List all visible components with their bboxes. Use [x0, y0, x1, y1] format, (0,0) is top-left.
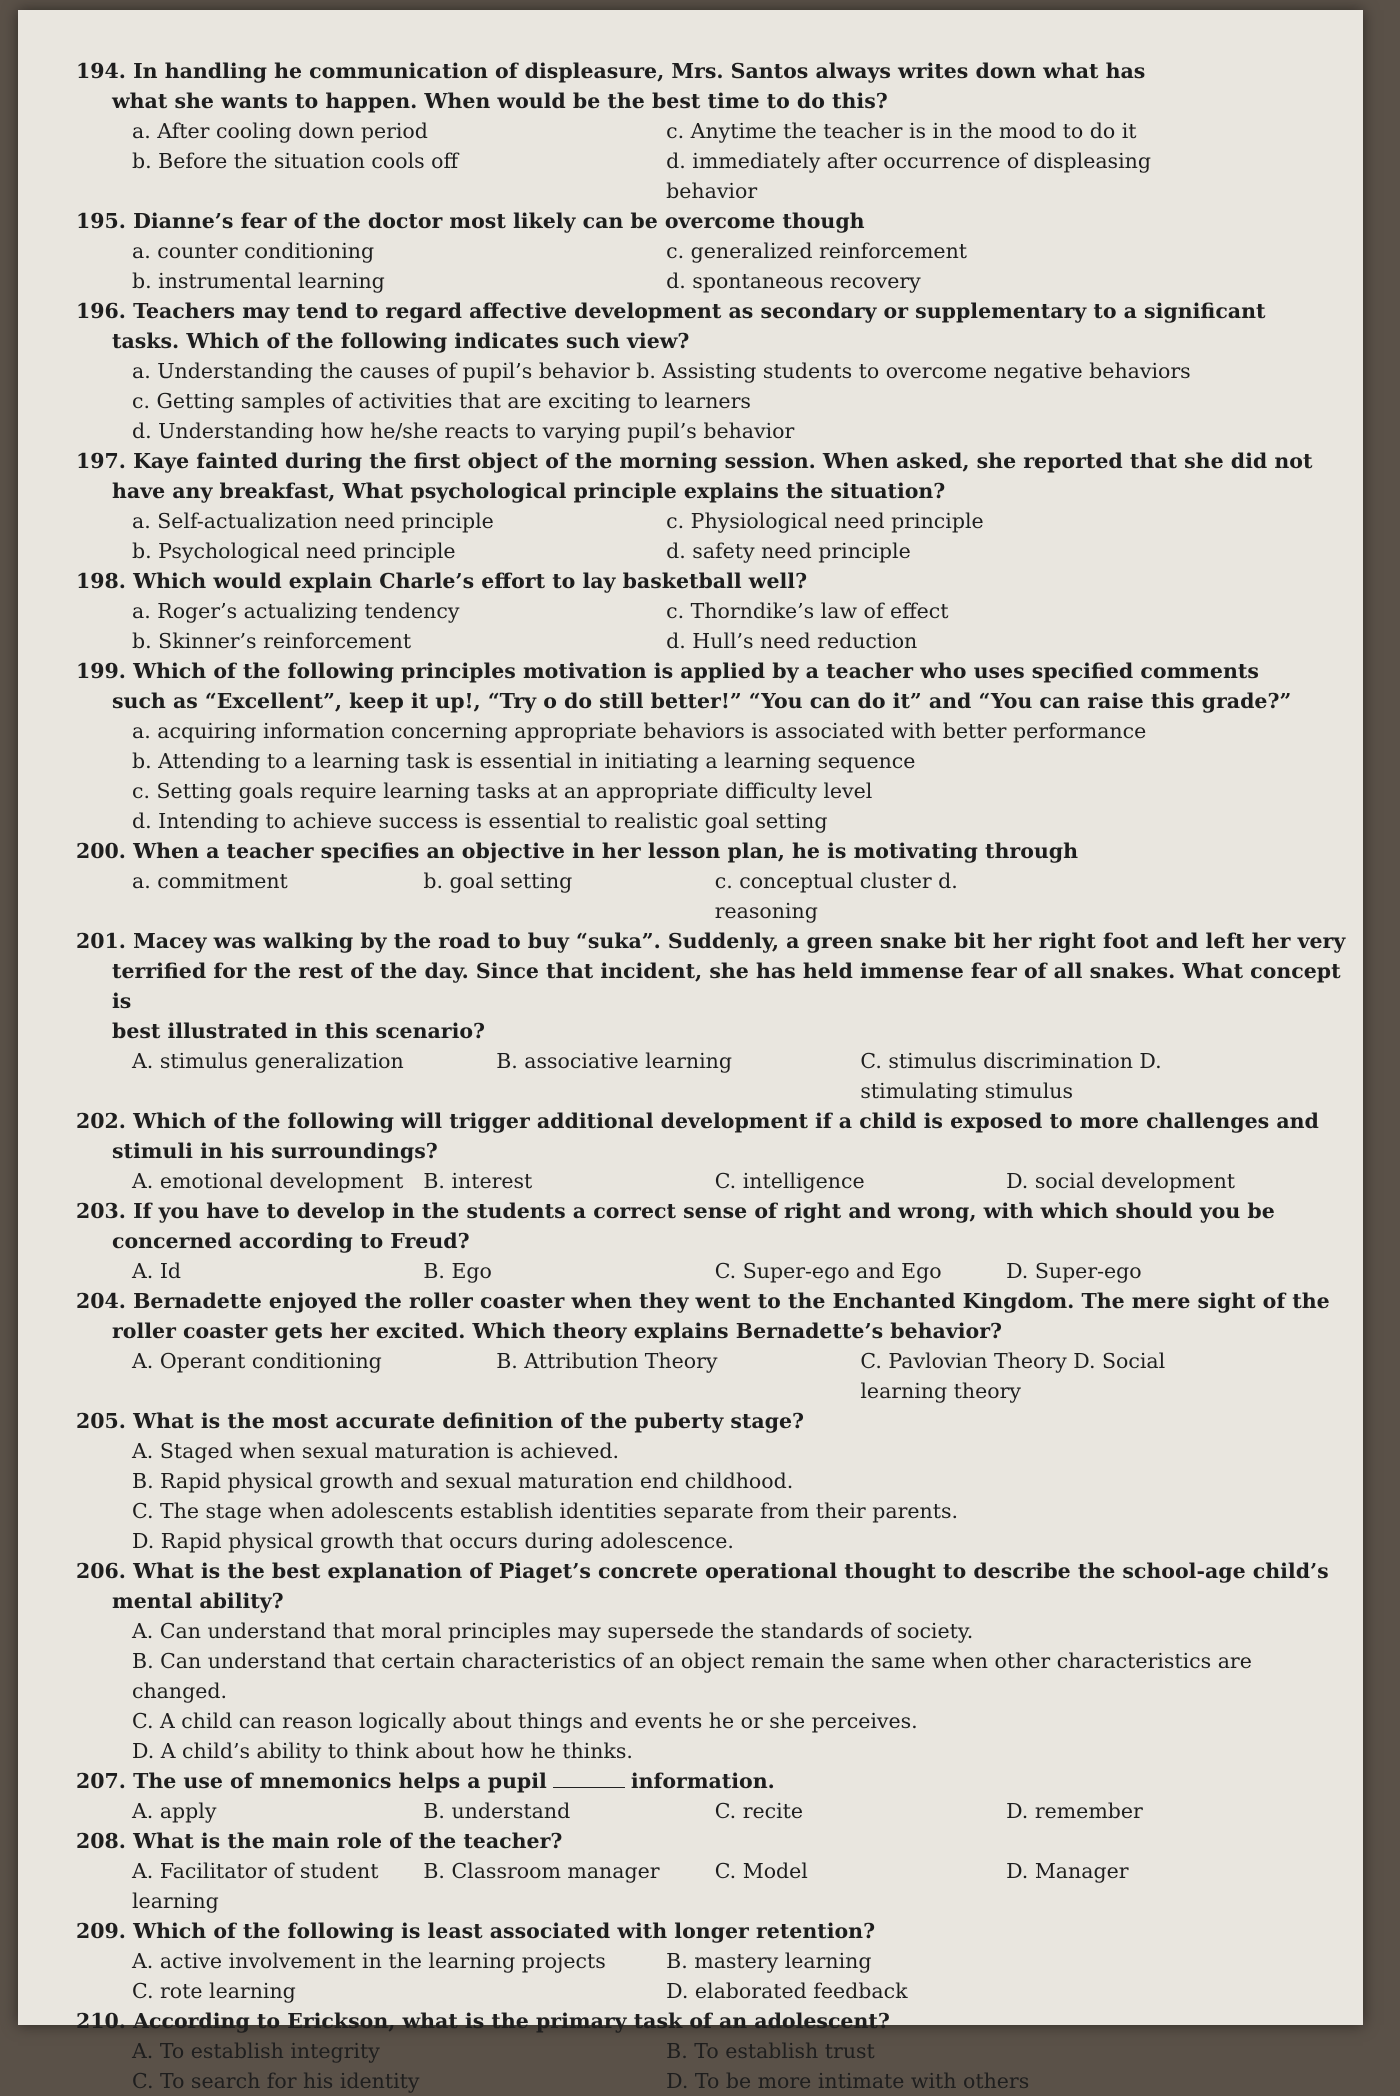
question-number: 202. — [76, 1109, 126, 1133]
answer-option: B. Classroom manager — [423, 1859, 660, 1883]
answer-option: D. Super-ego — [1006, 1259, 1142, 1283]
question-stem — [76, 566, 1346, 596]
question-text: Macey was walking by the road to buy “suka”. Suddenly, a green snake bit her right foot and left her very — [133, 929, 1346, 953]
question-stem — [76, 1766, 1346, 1796]
question-stem — [76, 1916, 1346, 1946]
answer-options — [76, 1256, 1346, 1286]
answer-option: A. stimulus generalization — [132, 1049, 404, 1073]
question-number: 199. — [76, 659, 126, 683]
question-item — [76, 926, 1346, 1106]
question-item — [76, 836, 1346, 926]
question-item — [76, 566, 1346, 656]
question-item — [76, 446, 1346, 566]
question-stem — [76, 1826, 1346, 1856]
question-stem — [76, 2006, 1346, 2036]
question-text: Dianne’s fear of the doctor most likely can be overcome though — [133, 209, 865, 233]
answer-option: B. Attribution Theory — [496, 1349, 718, 1373]
answer-options — [76, 1436, 1346, 1556]
question-text: Bernadette enjoyed the roller coaster when they went to the Enchanted Kingdom. The mere sight of the — [133, 1289, 1330, 1313]
answer-options — [76, 116, 1346, 206]
answer-options — [76, 236, 1346, 296]
question-number: 207. — [76, 1769, 126, 1793]
question-number: 195. — [76, 209, 126, 233]
answer-option: B. Rapid physical growth and sexual maturation end childhood. — [132, 1469, 794, 1493]
answer-option: D. elaborated feedback — [666, 1979, 908, 2003]
answer-option: d. safety need principle — [666, 539, 911, 563]
question-item — [76, 1826, 1346, 1916]
answer-option: D. A child’s ability to think about how he thinks. — [132, 1739, 633, 1763]
question-item — [76, 296, 1346, 446]
answer-option: C. Super-ego and Ego — [714, 1259, 942, 1283]
answer-option: D. social development — [1006, 1169, 1236, 1193]
answer-option: C. Pavlovian Theory D. Social learning theory — [860, 1349, 1166, 1403]
question-number: 206. — [76, 1559, 126, 1583]
answer-option: a. commitment — [132, 869, 288, 893]
answer-options — [76, 1616, 1346, 1766]
question-text-continued: have any breakfast, What psychological principle explains the situation? — [112, 479, 946, 503]
question-stem — [76, 206, 1346, 236]
answer-option: A. emotional development — [132, 1169, 404, 1193]
question-stem — [76, 656, 1346, 686]
answer-options — [76, 1856, 1346, 1916]
answer-option: b. instrumental learning — [132, 269, 385, 293]
question-text: If you have to develop in the students a correct sense of right and wrong, with which should you be — [133, 1199, 1275, 1223]
answer-option: c. Setting goals require learning tasks at an appropriate difficulty level — [132, 779, 873, 803]
answer-options — [76, 596, 1346, 656]
question-text: Kaye fainted during the first object of the morning session. When asked, she reported that she did not — [133, 449, 1313, 473]
question-stem — [76, 836, 1346, 866]
question-text: In handling he communication of displeasure, Mrs. Santos always writes down what has — [133, 59, 1146, 83]
question-number: 201. — [76, 929, 126, 953]
question-item — [76, 1916, 1346, 2006]
answer-options — [76, 1946, 1346, 2006]
answer-option: C. The stage when adolescents establish identities separate from their parents. — [132, 1499, 958, 1523]
answer-option: a. After cooling down period — [132, 119, 428, 143]
question-stem — [76, 1286, 1346, 1316]
question-text: When a teacher specifies an objective in her lesson plan, he is motivating through — [133, 839, 1079, 863]
answer-options — [76, 506, 1346, 566]
question-stem — [76, 1106, 1346, 1136]
answer-option: A. apply — [132, 1799, 217, 1823]
question-stem — [76, 296, 1346, 326]
answer-option: d. spontaneous recovery — [666, 269, 921, 293]
question-text-continued: roller coaster gets her excited. Which theory explains Bernadette’s behavior? — [112, 1319, 1003, 1343]
question-number: 208. — [76, 1829, 126, 1853]
question-stem — [76, 56, 1346, 86]
exam-page — [18, 10, 1363, 2093]
question-item — [76, 2006, 1346, 2096]
question-item — [76, 1766, 1346, 1826]
question-number: 194. — [76, 59, 126, 83]
question-text-continued: concerned according to Freud? — [112, 1229, 470, 1253]
answer-option: C. Model — [714, 1859, 808, 1883]
answer-option: B. To establish trust — [666, 2039, 875, 2063]
question-stem — [76, 926, 1346, 956]
answer-options — [76, 1346, 1346, 1406]
answer-option: d. Intending to achieve success is essential to realistic goal setting — [132, 809, 828, 833]
question-number: 203. — [76, 1199, 126, 1223]
question-stem — [76, 1406, 1346, 1436]
answer-option: C. recite — [714, 1799, 804, 1823]
answer-option: B. Ego — [423, 1259, 492, 1283]
answer-option: A. active involvement in the learning projects — [132, 1949, 606, 1973]
answer-option: a. counter conditioning — [132, 239, 375, 263]
answer-option: c. Physiological need principle — [666, 509, 984, 533]
answer-option: c. Thorndike’s law of effect — [666, 599, 949, 623]
question-item — [76, 1556, 1346, 1766]
answer-options — [76, 356, 1346, 446]
question-item — [76, 1406, 1346, 1556]
answer-option: b. Before the situation cools off — [132, 149, 459, 173]
answer-option: A. Id — [132, 1259, 182, 1283]
question-item — [76, 1196, 1346, 1286]
answer-option: B. understand — [423, 1799, 571, 1823]
question-stem — [76, 1556, 1346, 1586]
question-text: Which would explain Charle’s effort to lay basketball well? — [133, 569, 808, 593]
answer-option: C. A child can reason logically about things and events he or she perceives. — [132, 1709, 918, 1733]
question-text: Which of the following will trigger additional development if a child is exposed to more challenges and — [133, 1109, 1319, 1133]
answer-option: d. Understanding how he/she reacts to varying pupil’s behavior — [132, 419, 795, 443]
question-number: 209. — [76, 1919, 126, 1943]
question-text-continued: terrified for the rest of the day. Since that incident, she has held immense fear of all snakes. What concept is — [112, 959, 1341, 1013]
answer-option: b. Skinner’s reinforcement — [132, 629, 412, 653]
answer-options — [76, 1166, 1346, 1196]
question-item — [76, 56, 1346, 206]
answer-option: A. Staged when sexual maturation is achieved. — [132, 1439, 620, 1463]
answer-option: B. associative learning — [496, 1049, 732, 1073]
answer-option: D. To be more intimate with others — [666, 2069, 1030, 2093]
answer-option: D. Manager — [1006, 1859, 1129, 1883]
answer-option: C. To search for his identity — [132, 2069, 420, 2093]
question-number: 200. — [76, 839, 126, 863]
answer-option: a. acquiring information concerning appropriate behaviors is associated with better performance — [132, 719, 1147, 743]
answer-option: b. Psychological need principle — [132, 539, 456, 563]
question-number: 198. — [76, 569, 126, 593]
question-number: 197. — [76, 449, 126, 473]
answer-option: a. Understanding the causes of pupil’s behavior b. Assisting students to overcome negative behaviors — [132, 359, 1191, 383]
answer-option: d. immediately after occurrence of displeasing behavior — [666, 149, 1151, 203]
question-number: 204. — [76, 1289, 126, 1313]
answer-option: A. Facilitator of student learning — [132, 1859, 379, 1913]
question-text-continued: mental ability? — [112, 1589, 284, 1613]
answer-options — [76, 716, 1346, 836]
answer-option: a. Self-actualization need principle — [132, 509, 494, 533]
question-text-continued: tasks. Which of the following indicates such view? — [112, 329, 690, 353]
answer-options — [76, 866, 1346, 926]
question-list — [76, 56, 1346, 2096]
question-number: 210. — [76, 2009, 126, 2033]
question-text: What is the main role of the teacher? — [133, 1829, 563, 1853]
question-text-continued: such as “Excellent”, keep it up!, “Try o do still better!” “You can do it” and “You can raise this grade?” — [112, 689, 1292, 713]
question-text: What is the most accurate definition of the puberty stage? — [133, 1409, 805, 1433]
answer-option: A. To establish integrity — [132, 2039, 380, 2063]
answer-options — [76, 1046, 1346, 1106]
question-item — [76, 1106, 1346, 1196]
question-text: Which of the following principles motivation is applied by a teacher who uses specified comments — [133, 659, 1259, 683]
answer-option: c. Anytime the teacher is in the mood to do it — [666, 119, 1137, 143]
answer-option: B. Can understand that certain characteristics of an object remain the same when other characteristics are changed. — [132, 1649, 1252, 1703]
answer-blank — [553, 1767, 625, 1788]
question-text: The use of mnemonics helps a pupil — [133, 1769, 547, 1793]
answer-options — [76, 2036, 1346, 2096]
answer-option: A. Can understand that moral principles may supersede the standards of society. — [132, 1619, 974, 1643]
question-text-continued: best illustrated in this scenario? — [112, 1019, 486, 1043]
answer-option: D. remember — [1006, 1799, 1143, 1823]
answer-option: b. goal setting — [423, 869, 573, 893]
question-text-continued: stimuli in his surroundings? — [112, 1139, 438, 1163]
answer-option: B. interest — [423, 1169, 533, 1193]
question-item — [76, 206, 1346, 296]
question-stem — [76, 1196, 1346, 1226]
question-text: Teachers may tend to regard affective development as secondary or supplementary to a significant — [133, 299, 1266, 323]
answer-options — [76, 1796, 1346, 1826]
question-number: 205. — [76, 1409, 126, 1433]
answer-option: c. generalized reinforcement — [666, 239, 968, 263]
answer-option: C. rote learning — [132, 1979, 296, 2003]
question-item — [76, 656, 1346, 836]
question-text: What is the best explanation of Piaget’s concrete operational thought to describe the school-age child’s — [133, 1559, 1329, 1583]
answer-option: A. Operant conditioning — [132, 1349, 382, 1373]
answer-option: b. Attending to a learning task is essential in initiating a learning sequence — [132, 749, 916, 773]
question-number: 196. — [76, 299, 126, 323]
answer-option: d. Hull’s need reduction — [666, 629, 918, 653]
answer-option: C. stimulus discrimination D. stimulating stimulus — [860, 1049, 1162, 1103]
question-text-continued: what she wants to happen. When would be the best time to do this? — [112, 89, 888, 113]
answer-option: c. Getting samples of activities that are exciting to learners — [132, 389, 751, 413]
question-stem — [76, 446, 1346, 476]
answer-option: C. intelligence — [714, 1169, 865, 1193]
answer-option: a. Roger’s actualizing tendency — [132, 599, 460, 623]
question-text: According to Erickson, what is the primary task of an adolescent? — [133, 2009, 890, 2033]
answer-option: B. mastery learning — [666, 1949, 872, 1973]
question-text: Which of the following is least associated with longer retention? — [133, 1919, 876, 1943]
answer-option: D. Rapid physical growth that occurs during adolescence. — [132, 1529, 734, 1553]
question-item — [76, 1286, 1346, 1406]
question-text-after-blank: information. — [630, 1769, 775, 1793]
answer-option: c. conceptual cluster d. reasoning — [714, 869, 958, 923]
